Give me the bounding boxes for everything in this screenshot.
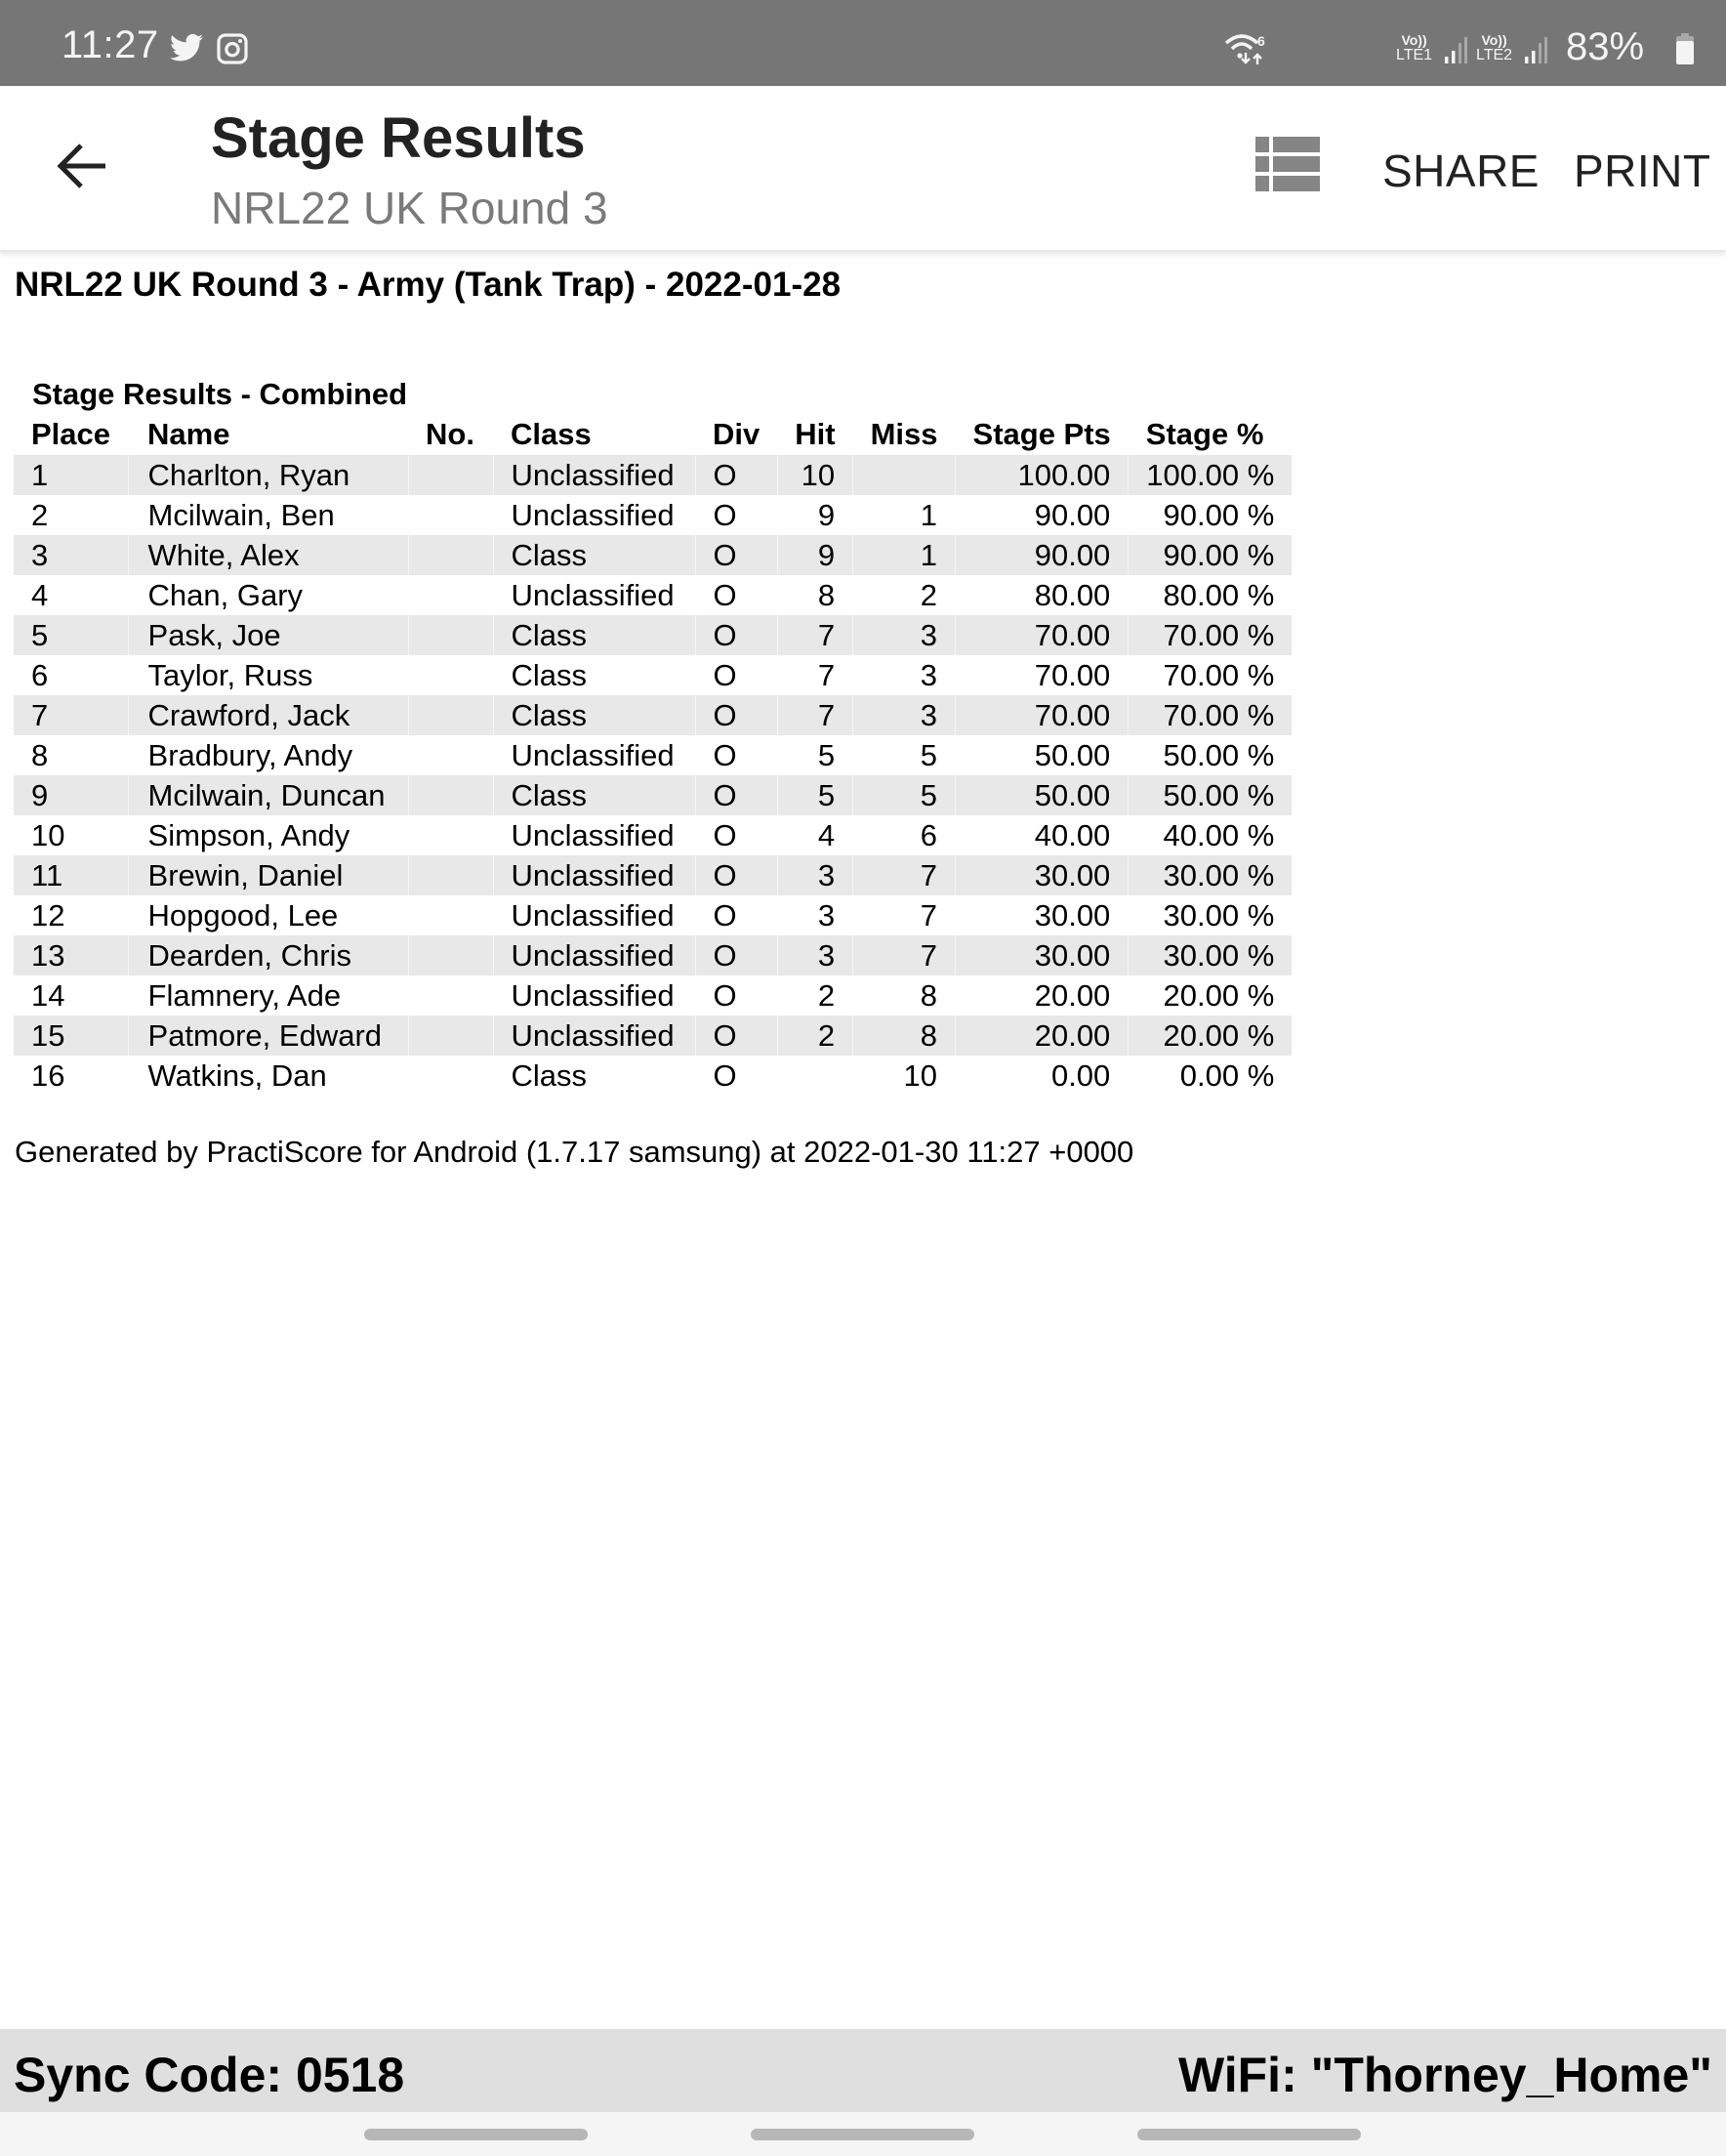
table-row [14, 975, 1292, 1016]
cell-pct: 50.00 % [1129, 735, 1293, 775]
signal-strength-icon [1523, 35, 1548, 69]
cell-miss: 5 [853, 775, 956, 815]
cell-class: Unclassified [493, 575, 695, 615]
cell-hit: 2 [777, 1016, 852, 1056]
cell-pct: 90.00 % [1129, 495, 1293, 535]
view-list-button[interactable] [1253, 135, 1324, 199]
cell-hit: 7 [777, 695, 852, 735]
cell-no [408, 455, 493, 495]
cell-name: Pask, Joe [128, 615, 408, 655]
cell-name: Patmore, Edward [128, 1016, 408, 1056]
print-button[interactable]: PRINT [1574, 145, 1711, 196]
system-nav-bar [0, 2112, 1726, 2156]
cell-pct: 70.00 % [1129, 655, 1293, 695]
cell-hit: 9 [777, 495, 852, 535]
cell-name: Chan, Gary [128, 575, 408, 615]
table-row [14, 495, 1292, 535]
cell-miss: 1 [853, 495, 956, 535]
cell-name: Dearden, Chris [128, 935, 408, 975]
cell-miss: 7 [853, 855, 956, 895]
cell-name: Hopgood, Lee [128, 895, 408, 935]
cell-pts: 30.00 [956, 895, 1129, 935]
cell-place: 3 [14, 535, 128, 575]
volte-lte1-icon: Vo)) LTE1 [1396, 32, 1433, 63]
table-row [14, 615, 1292, 655]
cell-pts: 30.00 [956, 935, 1129, 975]
table-row [14, 535, 1292, 575]
document-title: NRL22 UK Round 3 - Army (Tank Trap) - 2022-01-28 [15, 266, 842, 304]
cell-class: Class [493, 615, 695, 655]
cell-name: Simpson, Andy [128, 815, 408, 855]
cell-div: O [695, 855, 777, 895]
cell-div: O [695, 1056, 777, 1096]
cell-class: Unclassified [493, 495, 695, 535]
cell-pts: 20.00 [956, 1016, 1129, 1056]
cell-hit: 5 [777, 775, 852, 815]
sync-footer [0, 2029, 1726, 2112]
cell-pts: 50.00 [956, 775, 1129, 815]
cell-pct: 70.00 % [1129, 615, 1293, 655]
cell-hit: 3 [777, 855, 852, 895]
battery-percent: 83% [1566, 25, 1645, 68]
instagram-icon [217, 33, 248, 69]
cell-miss: 10 [853, 1056, 956, 1096]
cell-miss: 5 [853, 735, 956, 775]
table-row [14, 855, 1292, 895]
cell-no [408, 775, 493, 815]
cell-no [408, 535, 493, 575]
table-row [14, 655, 1292, 695]
cell-pct: 30.00 % [1129, 935, 1293, 975]
share-button[interactable]: SHARE [1382, 145, 1540, 196]
table-row [14, 455, 1292, 495]
column-header-place: Place [31, 417, 111, 451]
cell-place: 15 [14, 1016, 128, 1056]
cell-place: 1 [14, 455, 128, 495]
status-time: 11:27 [62, 23, 159, 66]
cell-miss: 7 [853, 935, 956, 975]
cell-pts: 70.00 [956, 655, 1129, 695]
cell-place: 11 [14, 855, 128, 895]
cell-no [408, 495, 493, 535]
table-row [14, 735, 1292, 775]
section-title: Stage Results - Combined [32, 377, 408, 411]
cell-class: Class [493, 1056, 695, 1096]
status-bar [0, 0, 1726, 86]
cell-name: Bradbury, Andy [128, 735, 408, 775]
cell-no [408, 975, 493, 1016]
cell-miss: 3 [853, 695, 956, 735]
cell-class: Unclassified [493, 895, 695, 935]
cell-pct: 30.00 % [1129, 855, 1293, 895]
cell-hit: 10 [777, 455, 852, 495]
cell-pct: 70.00 % [1129, 695, 1293, 735]
twitter-icon [170, 33, 203, 67]
cell-div: O [695, 615, 777, 655]
wifi-6-icon [1224, 31, 1271, 71]
table-row [14, 1016, 1292, 1056]
table-row [14, 815, 1292, 855]
cell-pts: 70.00 [956, 615, 1129, 655]
cell-miss: 3 [853, 655, 956, 695]
cell-hit: 7 [777, 615, 852, 655]
cell-place: 4 [31, 577, 49, 612]
cell-miss: 2 [853, 575, 956, 615]
app-bar [0, 86, 1726, 251]
cell-pts: 20.00 [956, 975, 1129, 1016]
cell-place: 2 [31, 497, 49, 532]
cell-class: Unclassified [493, 975, 695, 1016]
cell-no [408, 615, 493, 655]
cell-name: Watkins, Dan [128, 1056, 408, 1096]
cell-pct: 100.00 % [1129, 455, 1293, 495]
table-row [14, 775, 1292, 815]
cell-place: 13 [14, 935, 128, 975]
nav-home-button[interactable] [751, 2129, 974, 2140]
column-header-hit: Hit [795, 417, 836, 451]
table-row [14, 575, 1292, 615]
cell-miss: 8 [853, 1016, 956, 1056]
cell-class: Unclassified [493, 455, 695, 495]
cell-no [408, 655, 493, 695]
cell-div: O [695, 495, 777, 535]
cell-pct: 40.00 % [1129, 815, 1293, 855]
back-button[interactable] [43, 129, 121, 207]
cell-pts: 80.00 [956, 575, 1129, 615]
cell-no [408, 1056, 493, 1096]
cell-pct: 80.00 % [1129, 575, 1293, 615]
cell-name: Taylor, Russ [128, 655, 408, 695]
cell-name: Crawford, Jack [128, 695, 408, 735]
cell-class: Unclassified [493, 935, 695, 975]
cell-name: Flamnery, Ade [128, 975, 408, 1016]
cell-div: O [695, 1016, 777, 1056]
cell-no [408, 735, 493, 775]
cell-hit: 8 [777, 575, 852, 615]
cell-place: 6 [31, 657, 49, 692]
cell-pct: 20.00 % [1129, 975, 1293, 1016]
nav-back-button[interactable] [1137, 2129, 1361, 2140]
sync-code: Sync Code: 0518 [14, 2048, 405, 2102]
cell-class: Class [493, 535, 695, 575]
cell-no [408, 815, 493, 855]
cell-pct: 50.00 % [1129, 775, 1293, 815]
cell-pts: 0.00 [956, 1056, 1129, 1096]
cell-div: O [695, 935, 777, 975]
cell-place: 5 [14, 615, 128, 655]
cell-pct: 0.00 % [1129, 1056, 1293, 1096]
column-header-div: Div [713, 417, 760, 451]
cell-class: Class [493, 655, 695, 695]
cell-no [408, 855, 493, 895]
cell-hit [777, 1056, 852, 1096]
volte-lte2-icon: Vo)) LTE2 [1476, 32, 1513, 63]
column-header-no: No. [426, 417, 474, 451]
column-header-name: Name [147, 417, 230, 451]
cell-pct: 90.00 % [1129, 535, 1293, 575]
arrow-left-icon [56, 142, 108, 195]
svg-text:6: 6 [1257, 33, 1265, 49]
cell-name: Mcilwain, Ben [128, 495, 408, 535]
cell-pct: 20.00 % [1129, 1016, 1293, 1056]
column-header-stage-pct: Stage % [1145, 417, 1264, 451]
table-row [14, 895, 1292, 935]
cell-pts: 100.00 [956, 455, 1129, 495]
column-header-class: Class [511, 417, 592, 451]
cell-div: O [695, 775, 777, 815]
cell-place: 14 [31, 977, 65, 1013]
table-header-row [14, 414, 1292, 455]
cell-pts: 70.00 [956, 695, 1129, 735]
cell-hit: 4 [777, 815, 852, 855]
cell-div: O [695, 535, 777, 575]
cell-hit: 7 [777, 655, 852, 695]
cell-miss: 3 [853, 615, 956, 655]
cell-miss [853, 455, 956, 495]
cell-name: Brewin, Daniel [128, 855, 408, 895]
cell-pct: 30.00 % [1129, 895, 1293, 935]
cell-class: Unclassified [493, 1016, 695, 1056]
table-row [14, 695, 1292, 735]
results-table [14, 414, 1292, 1096]
cell-pts: 90.00 [956, 535, 1129, 575]
column-header-stage-pts: Stage Pts [972, 417, 1111, 451]
cell-class: Unclassified [493, 815, 695, 855]
table-row [14, 935, 1292, 975]
cell-no [408, 895, 493, 935]
signal-strength-icon [1443, 35, 1468, 69]
cell-place: 8 [31, 737, 49, 772]
cell-hit: 9 [777, 535, 852, 575]
cell-name: Charlton, Ryan [128, 455, 408, 495]
cell-miss: 6 [853, 815, 956, 855]
cell-div: O [695, 735, 777, 775]
cell-hit: 3 [777, 935, 852, 975]
cell-pts: 90.00 [956, 495, 1129, 535]
cell-name: Mcilwain, Duncan [128, 775, 408, 815]
cell-place: 16 [31, 1057, 65, 1093]
cell-div: O [695, 575, 777, 615]
cell-div: O [695, 895, 777, 935]
cell-place: 10 [31, 817, 65, 852]
cell-class: Unclassified [493, 735, 695, 775]
cell-place: 9 [14, 775, 128, 815]
cell-div: O [695, 655, 777, 695]
cell-miss: 7 [853, 895, 956, 935]
page-subtitle: NRL22 UK Round 3 [211, 183, 608, 233]
cell-place: 7 [14, 695, 128, 735]
cell-hit: 5 [777, 735, 852, 775]
cell-miss: 1 [853, 535, 956, 575]
cell-div: O [695, 695, 777, 735]
cell-hit: 2 [777, 975, 852, 1016]
battery-icon [1675, 33, 1695, 69]
wifi-network: WiFi: "Thorney_Home" [1178, 2048, 1712, 2102]
nav-recents-button[interactable] [364, 2129, 588, 2140]
cell-place: 12 [31, 897, 65, 933]
cell-class: Class [493, 695, 695, 735]
cell-pts: 50.00 [956, 735, 1129, 775]
cell-no [408, 695, 493, 735]
cell-no [408, 1016, 493, 1056]
view-list-icon [1253, 179, 1322, 195]
page-title: Stage Results [211, 106, 586, 170]
cell-class: Unclassified [493, 855, 695, 895]
cell-div: O [695, 815, 777, 855]
cell-class: Class [493, 775, 695, 815]
cell-pts: 40.00 [956, 815, 1129, 855]
cell-name: White, Alex [128, 535, 408, 575]
cell-no [408, 575, 493, 615]
cell-div: O [695, 975, 777, 1016]
cell-pts: 30.00 [956, 855, 1129, 895]
column-header-miss: Miss [870, 417, 938, 451]
cell-no [408, 935, 493, 975]
cell-div: O [695, 455, 777, 495]
generated-by-note: Generated by PractiScore for Android (1.7.17 samsung) at 2022-01-30 11:27 +0000 [15, 1135, 1134, 1169]
cell-miss: 8 [853, 975, 956, 1016]
cell-hit: 3 [777, 895, 852, 935]
table-row [14, 1056, 1292, 1096]
